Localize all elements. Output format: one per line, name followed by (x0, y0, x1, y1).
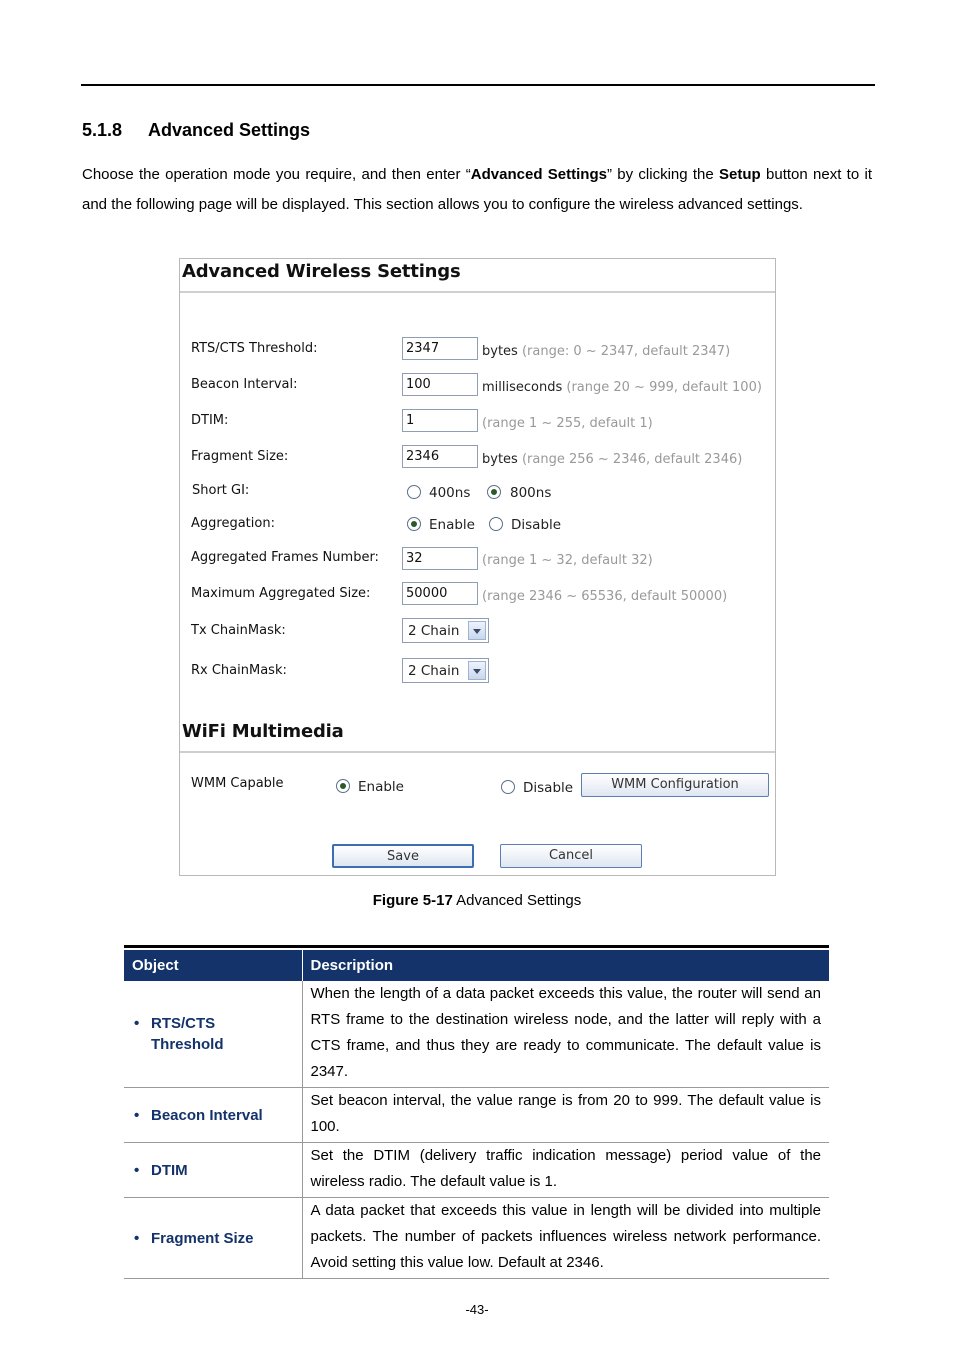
wmm-section-rule (180, 751, 775, 753)
object-fragment-size: • Fragment Size (134, 1228, 302, 1249)
rts-threshold-range: (range: 0 ~ 2347, default 2347) (517, 344, 731, 359)
table-row (124, 981, 829, 1088)
wmm-disable-label: Disable (523, 780, 574, 796)
beacon-interval-unit: milliseconds (482, 380, 563, 395)
rx-chainmask-value: 2 Chain (408, 663, 460, 679)
table-row (124, 1088, 829, 1143)
chevron-down-icon[interactable] (468, 621, 486, 640)
figure-title: Advanced Settings (452, 892, 582, 909)
intro-paragraph (82, 160, 872, 219)
tx-chainmask-value: 2 Chain (408, 623, 460, 639)
beacon-interval-label: Beacon Interval: (191, 377, 298, 392)
table-header-row (124, 950, 829, 981)
table-row (124, 1198, 829, 1279)
aggregated-frames-hint: (range 1 ~ 32, default 32) (482, 553, 653, 568)
table-cell-object (124, 1088, 302, 1143)
wmm-capable-label: WMM Capable (191, 776, 284, 791)
chevron-down-icon[interactable] (468, 661, 486, 680)
rts-threshold-label: RTS/CTS Threshold: (191, 341, 318, 356)
beacon-interval-range: (range 20 ~ 999, default 100) (562, 380, 762, 395)
aggregation-label: Aggregation: (191, 516, 275, 531)
intro-text-2: ” by clicking the (606, 166, 720, 183)
beacon-interval-input[interactable] (402, 373, 478, 396)
fragment-size-hint (482, 452, 742, 467)
short-gi-800ns-label: 800ns (510, 485, 552, 501)
panel-title: Advanced Wireless Settings (182, 261, 461, 282)
rx-chainmask-select[interactable] (402, 658, 489, 683)
dtim-input[interactable] (402, 409, 478, 432)
wmm-enable-radio[interactable] (336, 779, 350, 793)
short-gi-400ns-radio[interactable] (407, 485, 421, 499)
max-aggregated-size-label: Maximum Aggregated Size: (191, 586, 371, 601)
max-aggregated-size-input[interactable] (402, 582, 478, 605)
wmm-enable-label: Enable (358, 779, 404, 795)
header-object: Object (124, 950, 302, 981)
section-heading (82, 120, 310, 141)
rts-threshold-input[interactable] (402, 337, 478, 360)
wmm-section-title: WiFi Multimedia (182, 721, 344, 742)
intro-bold-setup: Setup (719, 166, 761, 183)
fragment-size-label: Fragment Size: (191, 449, 289, 464)
rts-threshold-unit: bytes (482, 344, 518, 359)
fragment-size-unit: bytes (482, 452, 518, 467)
fragment-size-range: (range 256 ~ 2346, default 2346) (517, 452, 743, 467)
object-dtim: • DTIM (134, 1160, 302, 1181)
tx-chainmask-select[interactable] (402, 618, 489, 643)
aggregation-disable-label: Disable (511, 517, 562, 533)
table-cell-description: Set beacon interval, the value range is from 20 to 999. The default value is 100. (302, 1088, 829, 1143)
tx-chainmask-label: Tx ChainMask: (191, 623, 286, 638)
intro-text-1: Choose the operation mode you require, and then enter “ (82, 166, 471, 183)
table-cell-object (124, 1198, 302, 1279)
table-cell-object (124, 981, 302, 1088)
header-description: Description (302, 950, 829, 981)
short-gi-400ns-label: 400ns (429, 485, 471, 501)
advanced-wireless-settings-panel (179, 258, 776, 876)
page-number: -43- (465, 1302, 489, 1317)
fragment-size-input[interactable] (402, 445, 478, 468)
wmm-configuration-button[interactable]: WMM Configuration (581, 773, 769, 797)
aggregation-disable-radio[interactable] (489, 517, 503, 531)
table-top-rule (124, 945, 829, 948)
object-beacon-interval: • Beacon Interval (134, 1105, 302, 1126)
save-button[interactable]: Save (332, 844, 474, 868)
panel-title-rule (180, 291, 775, 293)
intro-text-3: button next to it and the following page will be displayed. This section allows you to configure the wireless advanced settings. (82, 166, 872, 213)
object-rts-cts-threshold: • RTS/CTS Threshold (134, 1013, 234, 1055)
rts-threshold-hint (482, 344, 730, 359)
section-number: 5.1.8 (82, 120, 123, 140)
dtim-label: DTIM: (191, 413, 229, 428)
table-row (124, 1143, 829, 1198)
dtim-hint: (range 1 ~ 255, default 1) (482, 416, 653, 431)
aggregation-enable-radio[interactable] (407, 517, 421, 531)
figure-caption (0, 892, 954, 909)
beacon-interval-hint (482, 380, 762, 395)
header-rule (81, 84, 875, 86)
rx-chainmask-label: Rx ChainMask: (191, 663, 287, 678)
aggregated-frames-input[interactable] (402, 547, 478, 570)
wmm-disable-radio[interactable] (501, 780, 515, 794)
short-gi-800ns-radio[interactable] (487, 485, 501, 499)
aggregation-enable-label: Enable (429, 517, 475, 533)
object-description-table (124, 950, 829, 1279)
intro-bold-advanced-settings: Advanced Settings (470, 166, 607, 183)
max-aggregated-size-hint: (range 2346 ~ 65536, default 50000) (482, 589, 728, 604)
cancel-button[interactable]: Cancel (500, 844, 642, 868)
section-title: Advanced Settings (148, 120, 311, 140)
table-cell-description: A data packet that exceeds this value in length will be divided into multiple packets. The number of packets influences wireless network performance. Avoid setting this value low. Default at 2346. (302, 1198, 829, 1279)
table-cell-description: Set the DTIM (delivery traffic indication message) period value of the wireless radio. The default value is 1. (302, 1143, 829, 1198)
table-cell-description: When the length of a data packet exceeds this value, the router will send an RTS frame to the destination wireless node, and the latter will reply with a CTS frame, and thus they are ready to communicate. The default value is 2347. (302, 981, 829, 1088)
table-cell-object (124, 1143, 302, 1198)
figure-number: Figure 5-17 (372, 892, 453, 909)
aggregated-frames-label: Aggregated Frames Number: (191, 550, 379, 565)
short-gi-label: Short GI: (192, 483, 250, 498)
